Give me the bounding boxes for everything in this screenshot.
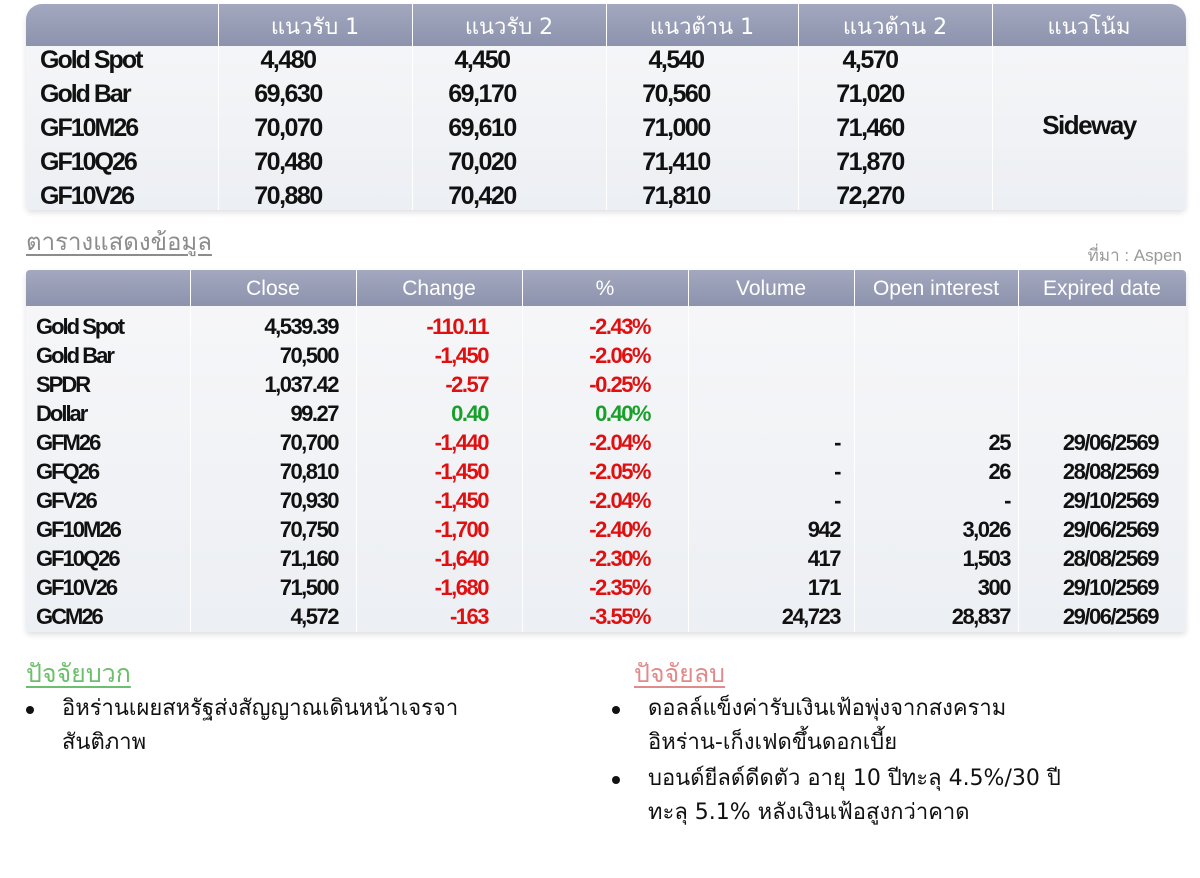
levels-row-s1: 4,480	[260, 46, 316, 74]
market-row-change: -1,450	[434, 343, 488, 368]
market-row-oi: 28,837	[951, 604, 1010, 629]
market-row-expiry: 29/06/2569	[1062, 604, 1158, 629]
market-row-oi: 25	[988, 430, 1010, 455]
market-row-close: 1,037.42	[264, 372, 338, 397]
market-row-change: -1,450	[434, 488, 488, 513]
market-row-change: -163	[449, 604, 488, 629]
levels-row-s1: 70,070	[254, 114, 322, 142]
market-row-pct: -2.05%	[589, 459, 650, 484]
positive-factor-bullet-line: อิหร่านเผยสหรัฐส่งสัญญาณเดินหน้าเจรจา	[62, 696, 459, 721]
market-row-name: Gold Bar	[36, 343, 113, 368]
market-row-name: Gold Spot	[36, 314, 124, 339]
market-row-expiry: 29/06/2569	[1062, 430, 1158, 455]
market-row-pct: -3.55%	[589, 604, 650, 629]
market-row-volume: -	[834, 459, 840, 484]
market-row-expiry: 29/10/2569	[1062, 488, 1158, 513]
levels-col-divider	[992, 46, 993, 210]
market-row-pct: -0.25%	[589, 372, 650, 397]
market-row-volume: 24,723	[781, 604, 840, 629]
market-col-divider	[522, 270, 523, 632]
market-row-change: -2.57	[445, 372, 488, 397]
market-col-divider	[1018, 270, 1019, 632]
market-row-name: GFV26	[36, 488, 96, 513]
market-row-name: GF10Q26	[36, 546, 119, 571]
market-table	[26, 270, 1186, 632]
market-row-change: -1,680	[434, 575, 488, 600]
market-row-oi: 1,503	[962, 546, 1010, 571]
levels-row-name: GF10M26	[40, 114, 138, 142]
market-header-5: Open interest	[872, 277, 1000, 300]
market-col-divider	[688, 270, 689, 632]
market-row-oi: -	[1004, 488, 1010, 513]
market-row-close: 70,930	[279, 488, 338, 513]
levels-header-3: แนวต้าน 1	[649, 15, 755, 40]
levels-row-s1: 70,880	[254, 182, 322, 210]
market-row-close: 71,500	[279, 575, 338, 600]
market-row-change: -1,440	[434, 430, 488, 455]
market-row-volume: -	[834, 430, 840, 455]
market-row-pct: -2.06%	[589, 343, 650, 368]
market-row-volume: 171	[807, 575, 840, 600]
market-row-pct: -2.04%	[589, 488, 650, 513]
market-row-volume: 942	[807, 517, 840, 542]
market-row-name: GFQ26	[36, 459, 99, 484]
levels-col-divider	[606, 4, 607, 46]
market-row-close: 70,750	[279, 517, 338, 542]
market-row-change: 0.40	[451, 401, 488, 426]
levels-row-s2: 70,420	[448, 182, 516, 210]
levels-header-0	[26, 4, 218, 46]
levels-row-r1: 71,000	[642, 114, 710, 142]
market-row-expiry: 29/06/2569	[1062, 517, 1158, 542]
levels-col-divider	[992, 4, 993, 46]
market-header-2: Change	[402, 277, 476, 300]
levels-col-divider	[798, 4, 799, 46]
levels-header-4: แนวต้าน 2	[842, 15, 948, 40]
levels-row-r2: 71,870	[836, 148, 904, 176]
market-header-4: Volume	[735, 277, 807, 300]
market-row-volume: 417	[807, 546, 840, 571]
market-col-divider	[356, 270, 357, 632]
levels-row-s2: 4,450	[454, 46, 510, 74]
market-row-pct: -2.43%	[589, 314, 650, 339]
negative-factor-bullet-line: ทะลุ 5.1% หลังเงินเฟ้อสูงกว่าคาด	[648, 800, 970, 825]
levels-row-name: Gold Bar	[40, 80, 130, 108]
levels-row-r1: 71,810	[642, 182, 710, 210]
market-col-divider	[854, 270, 855, 632]
levels-header-5: แนวโน้ม	[1047, 15, 1131, 40]
market-row-close: 99.27	[290, 401, 338, 426]
market-row-pct: -2.35%	[589, 575, 650, 600]
levels-row-r2: 71,020	[836, 80, 904, 108]
market-row-close: 70,810	[279, 459, 338, 484]
levels-row-s1: 69,630	[254, 80, 322, 108]
levels-header-2: แนวรับ 2	[464, 15, 554, 40]
trend-value: Sideway	[1042, 110, 1136, 140]
market-row-change: -1,450	[434, 459, 488, 484]
negative-factor-bullet-dot	[612, 706, 620, 714]
market-header-6: Expired date	[1043, 277, 1161, 300]
market-header-3: %	[595, 277, 615, 300]
levels-row-r1: 4,540	[648, 46, 704, 74]
market-row-name: GF10V26	[36, 575, 117, 600]
market-row-pct: -2.04%	[589, 430, 650, 455]
levels-row-s2: 69,610	[448, 114, 516, 142]
market-row-expiry: 29/10/2569	[1062, 575, 1158, 600]
negative-factor-bullet-line: ดอลล์แข็งค่ารับเงินเฟ้อพุ่งจากสงคราม	[648, 696, 1007, 721]
market-header-1: Close	[246, 277, 300, 300]
market-row-name: GF10M26	[36, 517, 120, 542]
levels-row-r2: 72,270	[836, 182, 904, 210]
market-row-name: SPDR	[36, 372, 90, 397]
market-row-close: 71,160	[279, 546, 338, 571]
positive-factor-bullet-line: สันติภาพ	[62, 730, 147, 755]
negative-factors-title: ปัจจัยลบ	[634, 659, 726, 688]
levels-row-name: GF10V26	[40, 182, 134, 210]
market-col-divider	[190, 270, 191, 632]
market-row-close: 4,572	[290, 604, 338, 629]
market-row-oi: 26	[988, 459, 1010, 484]
levels-row-s2: 69,170	[448, 80, 516, 108]
market-row-change: -1,700	[434, 517, 488, 542]
levels-col-divider	[412, 4, 413, 46]
market-row-close: 4,539.39	[264, 314, 338, 339]
positive-factors-title: ปัจจัยบวก	[26, 659, 131, 688]
market-row-oi: 300	[977, 575, 1010, 600]
positive-factor-bullet-dot	[26, 706, 34, 714]
market-row-name: GCM26	[36, 604, 102, 629]
market-row-pct: 0.40%	[595, 401, 650, 426]
source-label: ที่มา : Aspen	[1087, 246, 1182, 265]
levels-header-1: แนวรับ 1	[270, 15, 360, 40]
negative-factor-bullet-dot	[612, 776, 620, 784]
levels-row-r2: 4,570	[842, 46, 898, 74]
market-row-change: -1,640	[434, 546, 488, 571]
market-row-name: Dollar	[36, 401, 87, 426]
market-row-expiry: 28/08/2569	[1062, 459, 1158, 484]
levels-row-r1: 71,410	[642, 148, 710, 176]
levels-row-r1: 70,560	[642, 80, 710, 108]
market-row-change: -110.11	[426, 314, 488, 339]
levels-table	[26, 4, 1186, 210]
negative-factor-bullet-line: อิหร่าน-เก็งเฟดขึ้นดอกเบี้ย	[648, 730, 898, 755]
levels-row-r2: 71,460	[836, 114, 904, 142]
levels-row-name: GF10Q26	[40, 148, 136, 176]
market-row-name: GFM26	[36, 430, 100, 455]
market-row-expiry: 28/08/2569	[1062, 546, 1158, 571]
market-row-close: 70,500	[279, 343, 338, 368]
levels-row-s1: 70,480	[254, 148, 322, 176]
market-row-pct: -2.40%	[589, 517, 650, 542]
market-row-close: 70,700	[279, 430, 338, 455]
market-row-volume: -	[834, 488, 840, 513]
levels-col-divider	[218, 4, 219, 46]
market-row-oi: 3,026	[962, 517, 1010, 542]
levels-row-name: Gold Spot	[40, 46, 142, 74]
data-table-title: ตารางแสดงข้อมูล	[26, 228, 212, 256]
market-row-pct: -2.30%	[589, 546, 650, 571]
negative-factor-bullet-line: บอนด์ยีลด์ดีดตัว อายุ 10 ปีทะลุ 4.5%/30 ปี	[648, 766, 1061, 791]
levels-row-s2: 70,020	[448, 148, 516, 176]
market-header-0	[26, 270, 190, 306]
